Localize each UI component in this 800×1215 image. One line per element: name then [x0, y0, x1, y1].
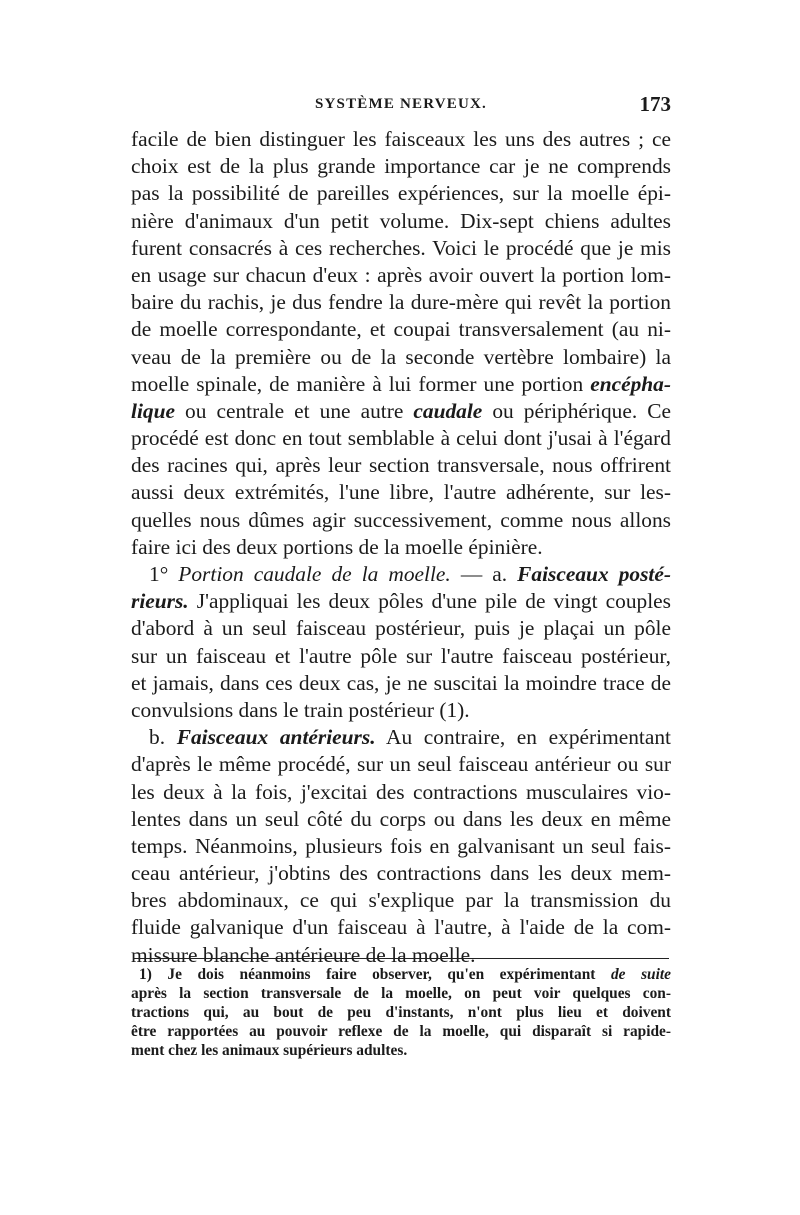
subsection-heading-faisceaux-anterieurs: Faisceaux antérieurs.	[176, 725, 376, 750]
text-line: procédé est donc en tout semblable à celui dont j'usai à l'égard	[131, 426, 671, 451]
text-line: bres abdominaux, ce qui s'explique par la transmission du	[131, 888, 671, 913]
footnote	[131, 965, 671, 1060]
italic-term-caudale: caudale	[413, 398, 483, 423]
text-line: convulsions dans le train postérieur (1).	[131, 697, 470, 722]
text-line: rieurs. J'appliquai les deux pôles d'une pile de vingt couples	[131, 589, 671, 614]
text-line: choix est de la plus grande importance car je ne comprends	[131, 154, 671, 179]
subsection-heading-faisceaux-posterieurs: Faisceaux posté-	[517, 562, 671, 586]
subsection-heading-rieurs: rieurs.	[131, 589, 189, 614]
footnote-rule	[133, 958, 669, 959]
text-line: ceau antérieur, j'obtins des contractions dans les deux mem-	[131, 861, 671, 886]
text-line: lique ou centrale et une autre caudale ou périphérique. Ce	[131, 398, 672, 423]
running-head	[131, 92, 671, 120]
text-line: missure blanche antérieure de la moelle.	[131, 942, 476, 967]
italic-term-encephalique: encépha-	[590, 371, 671, 396]
text-line: furent consacrés à ces recherches. Voici le procédé que je mis	[131, 235, 671, 260]
text-line: les deux à la fois, j'excitai des contractions musculaires vio-	[131, 779, 671, 804]
text-line: faire ici des deux portions de la moelle épinière.	[131, 534, 543, 559]
text-line: d'abord à un seul faisceau postérieur, puis je plaçai un pôle	[131, 616, 671, 641]
section-heading-portion-caudale: Portion caudale de la moelle.	[178, 562, 451, 586]
footnote-line: tractions qui, au bout de peu d'instants, n'ont plus lieu et doivent	[131, 1004, 671, 1021]
text-line: temps. Néanmoins, plusieurs fois en galvanisant un seul fais-	[131, 833, 671, 858]
running-title: SYSTÈME NERVEUX.	[314, 96, 488, 112]
footnote-line: ment chez les animaux supérieurs adultes.	[131, 1042, 408, 1059]
text-line: veau de la première ou de la seconde vertèbre lombaire) la	[131, 344, 671, 369]
text-line: pas la possibilité de pareilles expériences, sur la moelle épi-	[131, 181, 671, 206]
text-line: en usage sur chacun d'eux : après avoir ouvert la portion lom-	[131, 262, 671, 287]
text-line: fluide galvanique d'un faisceau à l'autre, à l'aide de la com-	[131, 915, 671, 940]
text-line: des racines qui, après leur section transversale, nous offrirent	[131, 453, 671, 478]
text-line: de moelle correspondante, et coupai transversalement (au ni-	[131, 317, 671, 342]
footnote-line: 1) Je dois néanmoins faire observer, qu'en expérimentant de suite	[139, 966, 671, 983]
body-text	[131, 126, 671, 969]
text-line: nière d'animaux d'un petit volume. Dix-sept chiens adultes	[131, 208, 671, 233]
footnote-line: après la section transversale de la moelle, on peut voir quelques con-	[131, 985, 671, 1002]
text-line: facile de bien distinguer les faisceaux les uns des autres ; ce	[131, 127, 671, 151]
text-line: et jamais, dans ces deux cas, je ne suscitai la moindre trace de	[131, 670, 671, 695]
text-line: sur un faisceau et l'autre pôle sur l'autre faisceau postérieur,	[131, 643, 671, 668]
text-line: d'après le même procédé, sur un seul faisceau antérieur ou sur	[131, 752, 671, 777]
text-line: b. Faisceaux antérieurs. Au contraire, en expérimentant	[149, 725, 671, 750]
text-line: moelle spinale, de manière à lui former une portion encépha-	[131, 371, 671, 396]
italic-term-lique: lique	[131, 398, 175, 423]
text-line: lentes dans un seul côté du corps ou dans les deux en même	[131, 806, 671, 831]
text-line: quelles nous dûmes agir successivement, comme nous allons	[131, 507, 671, 532]
text-line: baire du rachis, je dus fendre la dure-mère qui revêt la portion	[131, 290, 671, 315]
text-line: aussi deux extrémités, l'une libre, l'autre adhérente, sur les-	[131, 480, 671, 505]
page-number: 173	[639, 92, 671, 116]
text-line: 1° Portion caudale de la moelle. — a. Faisceaux posté-	[149, 562, 671, 586]
footnote-italic-de-suite: de suite	[610, 966, 671, 983]
footnote-line: être rapportées au pouvoir reflexe de la moelle, qui disparaît si rapide-	[131, 1023, 671, 1040]
